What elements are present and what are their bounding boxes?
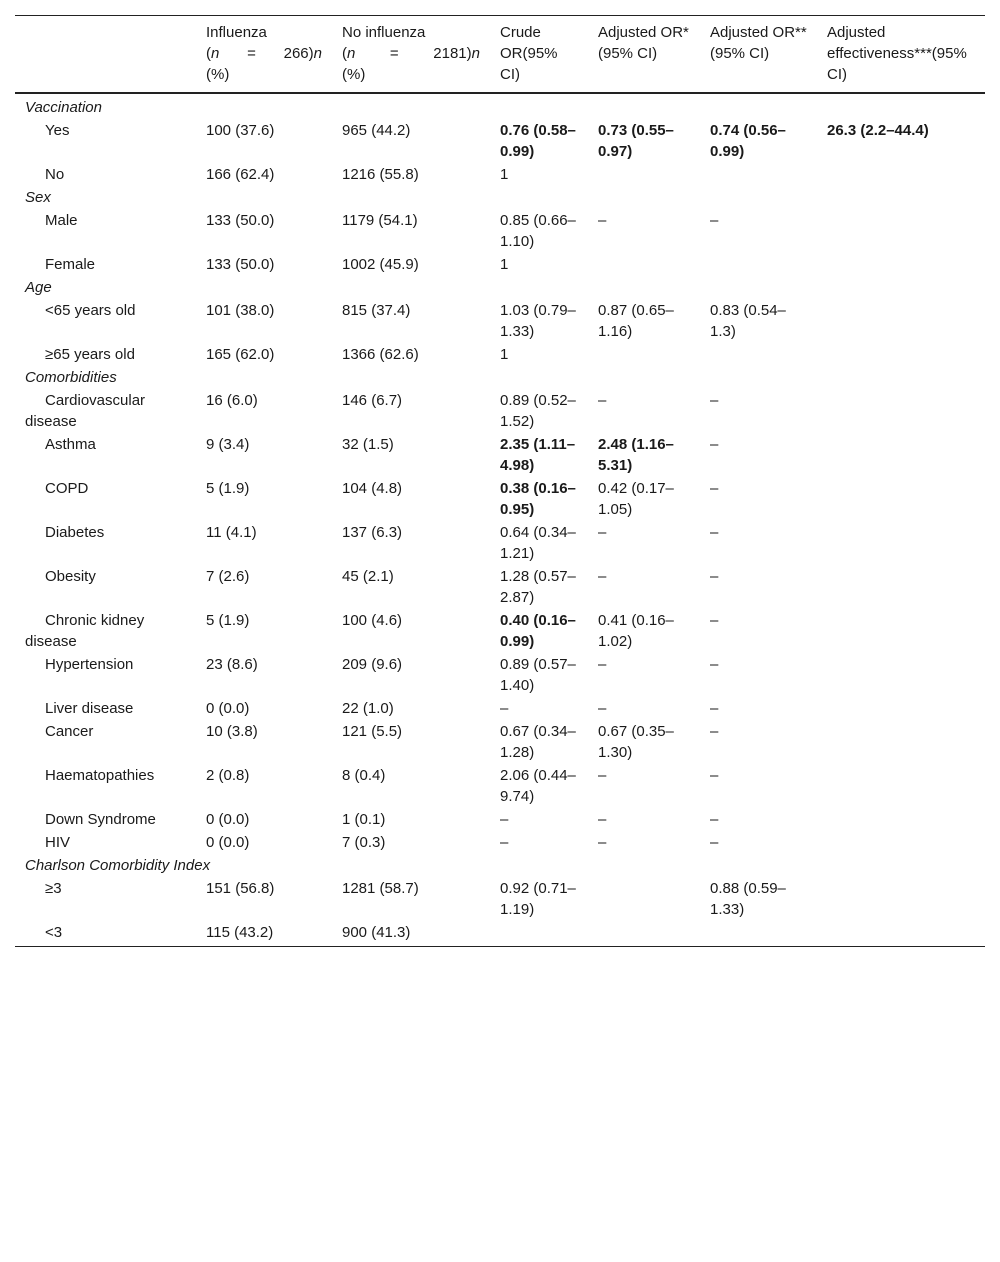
section-title: Comorbidities: [25, 369, 117, 386]
cell-influenza: 5 (1.9): [206, 612, 250, 629]
cell-adjusted-or-2: –: [710, 612, 719, 629]
table-row: [15, 609, 985, 653]
cell-no-influenza: 815 (37.4): [342, 302, 411, 319]
cell-influenza: 10 (3.8): [206, 723, 258, 740]
row-label: <65 years old: [45, 302, 136, 319]
cell-adjusted-or-2: –: [710, 834, 719, 851]
cell-no-influenza: 121 (5.5): [342, 723, 403, 740]
cell-crude-or: –: [500, 811, 509, 828]
row-label: Chronic kidney disease: [25, 612, 145, 650]
table-row: [15, 521, 985, 565]
cell-adjusted-effectiveness: [817, 697, 985, 720]
cell-adjusted-or-1: [588, 163, 700, 186]
cell-crude-or: 0.38 (0.16–0.95): [500, 480, 576, 518]
cell-adjusted-or-2: –: [710, 568, 719, 585]
cell-no-influenza: 1002 (45.9): [342, 256, 419, 273]
section-title: Age: [25, 279, 52, 296]
cell-crude-or: 0.76 (0.58–0.99): [500, 122, 576, 160]
cell-crude-or: [490, 921, 588, 947]
table-row: [15, 299, 985, 343]
cell-adjusted-or-1: –: [598, 700, 607, 717]
cell-influenza: 133 (50.0): [206, 212, 275, 229]
cell-crude-or: 1.28 (0.57–2.87): [500, 568, 576, 606]
cell-adjusted-or-1: 0.42 (0.17–1.05): [598, 480, 674, 518]
row-label: Down Syndrome: [45, 811, 156, 828]
table-row: [15, 831, 985, 854]
row-label: Male: [45, 212, 78, 229]
table-row: [15, 764, 985, 808]
table-row: [15, 389, 985, 433]
table-row: [15, 209, 985, 253]
table-row: [15, 808, 985, 831]
cell-adjusted-effectiveness: [817, 209, 985, 253]
header-no-influenza-name: No influenza: [342, 24, 426, 41]
section-title: Charlson Comorbidity Index: [25, 857, 211, 874]
table-row: [15, 653, 985, 697]
header-adjusted-effectiveness: Adjusted effectiveness***(95% CI): [827, 24, 967, 83]
cell-adjusted-or-2: –: [710, 480, 719, 497]
row-label: Liver disease: [45, 700, 134, 717]
cell-adjusted-effectiveness: 26.3 (2.2–44.4): [827, 122, 929, 139]
cell-adjusted-effectiveness: [817, 808, 985, 831]
cell-adjusted-or-1: –: [598, 212, 607, 229]
header-adjusted-or-1: Adjusted OR*(95% CI): [598, 24, 689, 62]
cell-no-influenza: 1179 (54.1): [342, 212, 418, 229]
row-label: HIV: [45, 834, 71, 851]
cell-crude-or: 2.06 (0.44–9.74): [500, 767, 576, 805]
cell-adjusted-or-1: –: [598, 568, 607, 585]
cell-adjusted-effectiveness: [817, 343, 985, 366]
cell-crude-or: 2.35 (1.11–4.98): [500, 436, 576, 474]
table-row: [15, 921, 985, 947]
cell-adjusted-or-2: –: [710, 212, 719, 229]
header-crude-or: Crude OR(95% CI): [500, 24, 558, 83]
row-label: <3: [45, 924, 63, 941]
table-row: [15, 720, 985, 764]
table-row: [15, 697, 985, 720]
cell-adjusted-or-2: –: [710, 723, 719, 740]
table-row: [15, 343, 985, 366]
header-influenza-n: (n = 266)n: [206, 45, 322, 62]
cell-no-influenza: 965 (44.2): [342, 122, 411, 139]
header-influenza: [196, 16, 332, 94]
cell-influenza: 11 (4.1): [206, 524, 257, 541]
cell-adjusted-or-1: –: [598, 767, 607, 784]
cell-crude-or: 0.92 (0.71–1.19): [500, 880, 576, 918]
cell-adjusted-or-2: 0.88 (0.59–1.33): [710, 880, 786, 918]
section-row: [15, 186, 985, 209]
row-label: COPD: [45, 480, 89, 497]
cell-adjusted-effectiveness: [817, 163, 985, 186]
cell-crude-or: –: [500, 700, 509, 717]
cell-no-influenza: 209 (9.6): [342, 656, 403, 673]
header-blank: [15, 16, 196, 94]
cell-no-influenza: 7 (0.3): [342, 834, 386, 851]
row-label: Haematopathies: [45, 767, 155, 784]
table-row: [15, 877, 985, 921]
row-label: Cancer: [45, 723, 94, 740]
table-row: [15, 163, 985, 186]
row-label: No: [45, 166, 65, 183]
cell-crude-or: 0.85 (0.66–1.10): [500, 212, 576, 250]
cell-adjusted-effectiveness: [817, 389, 985, 433]
cell-crude-or: –: [500, 834, 509, 851]
cell-adjusted-effectiveness: [817, 565, 985, 609]
cell-crude-or: 1: [500, 346, 509, 363]
header-adjusted-or-2: Adjusted OR**(95% CI): [710, 24, 807, 62]
cell-adjusted-or-1: –: [598, 834, 607, 851]
cell-adjusted-or-2: –: [710, 436, 719, 453]
cell-influenza: 115 (43.2): [206, 924, 274, 941]
row-label: Yes: [45, 122, 70, 139]
cell-adjusted-effectiveness: [817, 609, 985, 653]
cell-adjusted-or-1: [588, 253, 700, 276]
cell-adjusted-or-1: –: [598, 656, 607, 673]
table-row: [15, 119, 985, 163]
header-no-influenza: [332, 16, 490, 94]
cell-adjusted-or-1: 0.73 (0.55–0.97): [598, 122, 674, 160]
cell-influenza: 0 (0.0): [206, 834, 250, 851]
header-no-influenza-pct: (%): [342, 66, 366, 83]
cell-adjusted-or-2: –: [710, 656, 719, 673]
section-row: [15, 276, 985, 299]
cell-adjusted-effectiveness: [817, 299, 985, 343]
cell-adjusted-effectiveness: [817, 521, 985, 565]
row-label: Asthma: [45, 436, 96, 453]
cell-influenza: 2 (0.8): [206, 767, 250, 784]
section-row: [15, 93, 985, 119]
cell-influenza: 16 (6.0): [206, 392, 258, 409]
results-table: [15, 15, 985, 947]
cell-crude-or: 0.89 (0.57–1.40): [500, 656, 576, 694]
cell-crude-or: 0.89 (0.52–1.52): [500, 392, 576, 430]
cell-influenza: 23 (8.6): [206, 656, 258, 673]
cell-adjusted-effectiveness: [817, 764, 985, 808]
table-body: [15, 93, 985, 947]
cell-adjusted-or-2: 0.83 (0.54–1.3): [710, 302, 786, 340]
table-row: [15, 253, 985, 276]
table-header: [15, 16, 985, 94]
cell-influenza: 5 (1.9): [206, 480, 250, 497]
table-row: [15, 565, 985, 609]
cell-adjusted-or-2: [700, 343, 817, 366]
cell-crude-or: 0.40 (0.16–0.99): [500, 612, 576, 650]
cell-no-influenza: 32 (1.5): [342, 436, 394, 453]
cell-influenza: 133 (50.0): [206, 256, 275, 273]
header-no-influenza-n: (n = 2181)n: [342, 45, 480, 62]
cell-adjusted-effectiveness: [817, 720, 985, 764]
cell-crude-or: 0.64 (0.34–1.21): [500, 524, 576, 562]
cell-adjusted-effectiveness: [817, 253, 985, 276]
cell-no-influenza: 1216 (55.8): [342, 166, 419, 183]
row-label: Obesity: [45, 568, 96, 585]
table-row: [15, 433, 985, 477]
cell-crude-or: 1.03 (0.79–1.33): [500, 302, 576, 340]
cell-adjusted-or-1: –: [598, 392, 607, 409]
cell-adjusted-or-1: 0.41 (0.16–1.02): [598, 612, 674, 650]
cell-influenza: 0 (0.0): [206, 700, 250, 717]
cell-adjusted-or-2: –: [710, 700, 719, 717]
cell-adjusted-or-2: 0.74 (0.56–0.99): [710, 122, 786, 160]
cell-no-influenza: 146 (6.7): [342, 392, 403, 409]
cell-crude-or: 0.67 (0.34–1.28): [500, 723, 576, 761]
table-row: [15, 477, 985, 521]
cell-influenza: 9 (3.4): [206, 436, 250, 453]
section-title: Vaccination: [25, 99, 102, 116]
cell-no-influenza: 100 (4.6): [342, 612, 403, 629]
cell-no-influenza: 45 (2.1): [342, 568, 394, 585]
cell-influenza: 166 (62.4): [206, 166, 275, 183]
cell-adjusted-or-2: [700, 163, 817, 186]
cell-adjusted-or-2: [700, 921, 817, 947]
cell-adjusted-or-2: –: [710, 767, 719, 784]
section-title: Sex: [25, 189, 51, 206]
row-label: Hypertension: [45, 656, 134, 673]
cell-influenza: 7 (2.6): [206, 568, 250, 585]
cell-adjusted-or-1: [588, 877, 700, 921]
cell-no-influenza: 1 (0.1): [342, 811, 386, 828]
cell-adjusted-or-1: 2.48 (1.16–5.31): [598, 436, 674, 474]
cell-influenza: 101 (38.0): [206, 302, 275, 319]
cell-adjusted-or-1: 0.67 (0.35–1.30): [598, 723, 674, 761]
cell-adjusted-effectiveness: [817, 877, 985, 921]
cell-no-influenza: 104 (4.8): [342, 480, 403, 497]
cell-adjusted-or-1: –: [598, 811, 607, 828]
cell-adjusted-effectiveness: [817, 477, 985, 521]
cell-adjusted-effectiveness: [817, 433, 985, 477]
cell-no-influenza: 137 (6.3): [342, 524, 403, 541]
cell-adjusted-or-1: [588, 921, 700, 947]
cell-adjusted-or-2: –: [710, 524, 719, 541]
section-row: [15, 854, 985, 877]
cell-influenza: 165 (62.0): [206, 346, 275, 363]
cell-adjusted-or-1: 0.87 (0.65–1.16): [598, 302, 674, 340]
cell-influenza: 0 (0.0): [206, 811, 250, 828]
row-label: Diabetes: [45, 524, 105, 541]
cell-influenza: 100 (37.6): [206, 122, 275, 139]
header-influenza-pct: (%): [206, 66, 230, 83]
header-influenza-name: Influenza: [206, 24, 267, 41]
cell-adjusted-effectiveness: [817, 921, 985, 947]
cell-no-influenza: 1366 (62.6): [342, 346, 419, 363]
cell-no-influenza: 8 (0.4): [342, 767, 386, 784]
row-label: Female: [45, 256, 96, 273]
row-label: Cardiovascular disease: [25, 392, 146, 430]
row-label: ≥3: [45, 880, 62, 897]
cell-no-influenza: 1281 (58.7): [342, 880, 419, 897]
cell-influenza: 151 (56.8): [206, 880, 275, 897]
cell-adjusted-or-1: [588, 343, 700, 366]
cell-no-influenza: 22 (1.0): [342, 700, 394, 717]
cell-adjusted-effectiveness: [817, 653, 985, 697]
cell-adjusted-effectiveness: [817, 831, 985, 854]
row-label: ≥65 years old: [45, 346, 135, 363]
cell-adjusted-or-2: –: [710, 811, 719, 828]
cell-adjusted-or-2: –: [710, 392, 719, 409]
cell-adjusted-or-2: [700, 253, 817, 276]
cell-no-influenza: 900 (41.3): [342, 924, 411, 941]
cell-crude-or: 1: [500, 166, 509, 183]
section-row: [15, 366, 985, 389]
cell-crude-or: 1: [500, 256, 509, 273]
cell-adjusted-or-1: –: [598, 524, 607, 541]
